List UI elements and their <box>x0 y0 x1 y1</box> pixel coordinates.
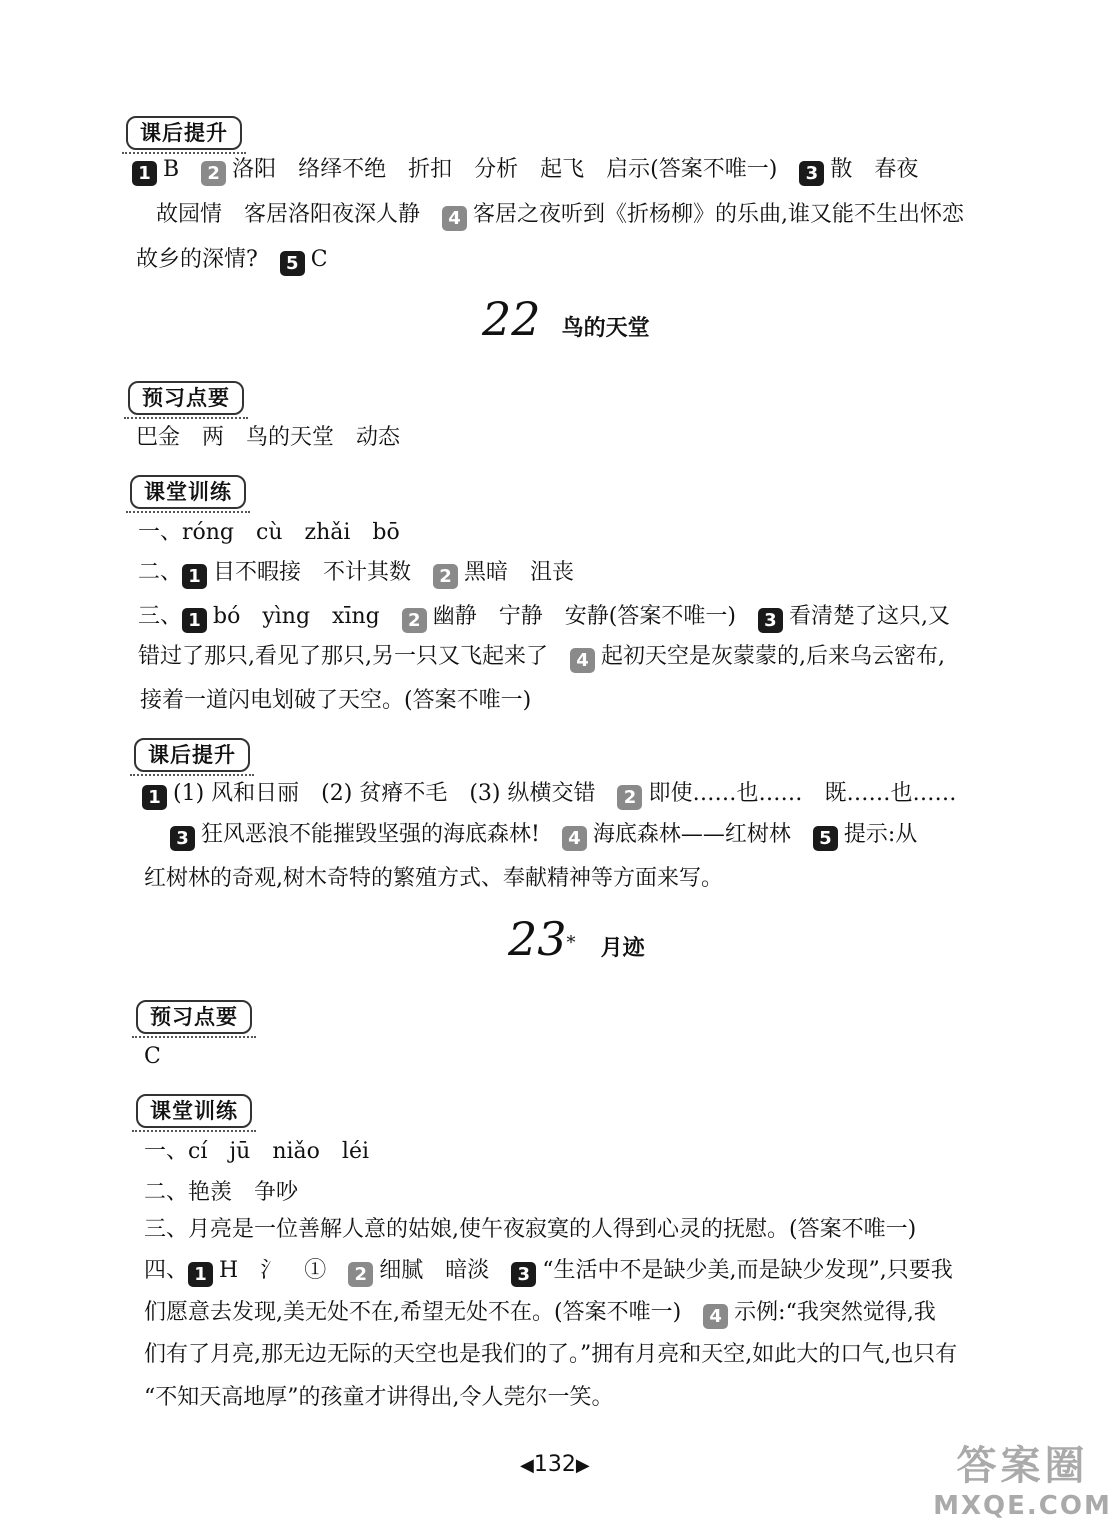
question-badge: 4 <box>703 1304 728 1329</box>
section-header-class-practice: 课堂训练 <box>136 1094 252 1128</box>
question-badge: 2 <box>433 564 458 589</box>
answer-line <box>156 200 964 231</box>
question-badge: 1 <box>182 564 207 589</box>
lesson-title-22 <box>482 292 650 346</box>
answer-line: 一、róng cù zhǎi bō <box>138 520 400 545</box>
question-badge: 4 <box>570 648 595 673</box>
question-badge: 1 <box>182 608 207 633</box>
answer-text: 错过了那只,看见了那只,另一只又飞起来了 <box>138 644 548 669</box>
lesson-name: 鸟的天堂 <box>561 316 650 341</box>
answer-line: 接着一道闪电划破了天空。(答案不唯一) <box>140 688 532 713</box>
answer-text: 二、 <box>138 560 183 585</box>
answer-line: 三、月亮是一位善解人意的姑娘,使午夜寂寞的人得到心灵的抚慰。(答案不唯一) <box>144 1217 917 1242</box>
answer-text: 们愿意去发现,美无处不在,希望无处不在。(答案不唯一) <box>144 1300 682 1325</box>
page-number <box>520 1452 590 1477</box>
answer-text: 看清楚了这只,又 <box>788 604 950 629</box>
answer-line <box>136 245 328 276</box>
question-badge: 1 <box>132 161 157 186</box>
lesson-number: 22 <box>482 292 541 346</box>
answer-text: 即使……也…… 既……也…… <box>648 781 957 806</box>
answer-text: 洛阳 络绎不绝 折扣 分析 起飞 启示(答案不唯一) <box>232 157 778 182</box>
answer-text: 幽静 宁静 安静(答案不唯一) <box>432 604 736 629</box>
answer-line: 二、艳羡 争吵 <box>144 1180 299 1205</box>
answer-text: H 氵 ① <box>219 1258 327 1283</box>
answer-text: 狂风恶浪不能摧毁坚强的海底森林! <box>201 822 540 847</box>
lesson-number: 23 <box>508 912 567 966</box>
question-badge: 1 <box>142 785 167 810</box>
question-badge: 2 <box>201 161 226 186</box>
triangle-left-icon: ◀ <box>520 1455 534 1476</box>
answer-text: 四、 <box>144 1258 189 1283</box>
section-header-preview: 预习点要 <box>136 1000 252 1034</box>
answer-line: 一、cí jū niǎo léi <box>144 1139 370 1164</box>
answer-text: 细腻 暗淡 <box>379 1258 490 1283</box>
question-badge: 3 <box>170 826 195 851</box>
question-badge: 1 <box>188 1262 213 1287</box>
answer-line <box>142 779 957 810</box>
question-badge: 5 <box>813 826 838 851</box>
question-badge: 2 <box>402 608 427 633</box>
answer-line <box>144 1256 953 1287</box>
lesson-name: 月迹 <box>600 936 645 961</box>
answer-text: 目不暇接 不计其数 <box>213 560 412 585</box>
question-badge: 3 <box>758 608 783 633</box>
section-header-preview: 预习点要 <box>128 381 244 415</box>
lesson-title-23 <box>508 912 645 966</box>
answer-text: bó yìng xīng <box>213 604 380 629</box>
section-header-class-practice: 课堂训练 <box>130 475 246 509</box>
question-badge: 4 <box>442 206 467 231</box>
answer-text: B <box>163 157 180 182</box>
section-header-after-class: 课后提升 <box>134 738 250 772</box>
answer-text: 客居之夜听到《折杨柳》的乐曲,谁又能不生出怀恋 <box>473 202 965 227</box>
answer-line <box>132 155 918 186</box>
answer-text: 提示:从 <box>843 822 918 847</box>
answer-line <box>138 602 950 633</box>
question-badge: 2 <box>617 785 642 810</box>
lesson-star: * <box>566 932 576 954</box>
question-badge: 3 <box>511 1262 536 1287</box>
answer-line <box>138 642 945 673</box>
question-badge: 2 <box>348 1262 373 1287</box>
section-header-after-class: 课后提升 <box>126 116 242 150</box>
question-badge: 5 <box>280 251 305 276</box>
answer-line: C <box>144 1044 161 1069</box>
answer-line <box>144 1298 936 1329</box>
watermark-logo <box>930 1442 1115 1522</box>
question-badge: 4 <box>562 826 587 851</box>
answer-text: 海底森林——红树林 <box>592 822 791 847</box>
answer-text: 故乡的深情? <box>136 247 258 272</box>
answer-text: (1) 风和日丽 (2) 贫瘠不毛 (3) 纵横交错 <box>173 781 596 806</box>
answer-text: C <box>310 247 328 272</box>
answer-text: “生活中不是缺少美,而是缺少发现”,只要我 <box>542 1258 953 1283</box>
triangle-right-icon: ▶ <box>575 1455 590 1476</box>
answer-text: 黑暗 沮丧 <box>464 560 575 585</box>
answer-text: 故园情 客居洛阳夜深人静 <box>156 202 421 227</box>
answer-text: 起初天空是灰蒙蒙的,后来乌云密布, <box>601 644 945 669</box>
answer-line: 们有了月亮,那无边无际的天空也是我们的了。”拥有月亮和天空,如此大的口气,也只有 <box>144 1342 958 1367</box>
page-number-text: 132 <box>533 1452 576 1477</box>
watermark-url: MXQE.COM <box>933 1491 1112 1521</box>
answer-text: 示例:“我突然觉得,我 <box>734 1300 936 1325</box>
watermark-text: 答案圈 <box>956 1443 1089 1489</box>
answer-text: 三、 <box>138 604 183 629</box>
answer-line: 红树林的奇观,树木奇特的繁殖方式、奉献精神等方面来写。 <box>144 866 723 891</box>
answer-line <box>138 558 574 589</box>
answer-line: “不知天高地厚”的孩童才讲得出,令人莞尔一笑。 <box>144 1385 614 1410</box>
question-badge: 3 <box>799 161 824 186</box>
answer-line <box>170 820 917 851</box>
answer-line: 巴金 两 鸟的天堂 动态 <box>136 425 401 450</box>
answer-text: 散 春夜 <box>830 157 919 182</box>
